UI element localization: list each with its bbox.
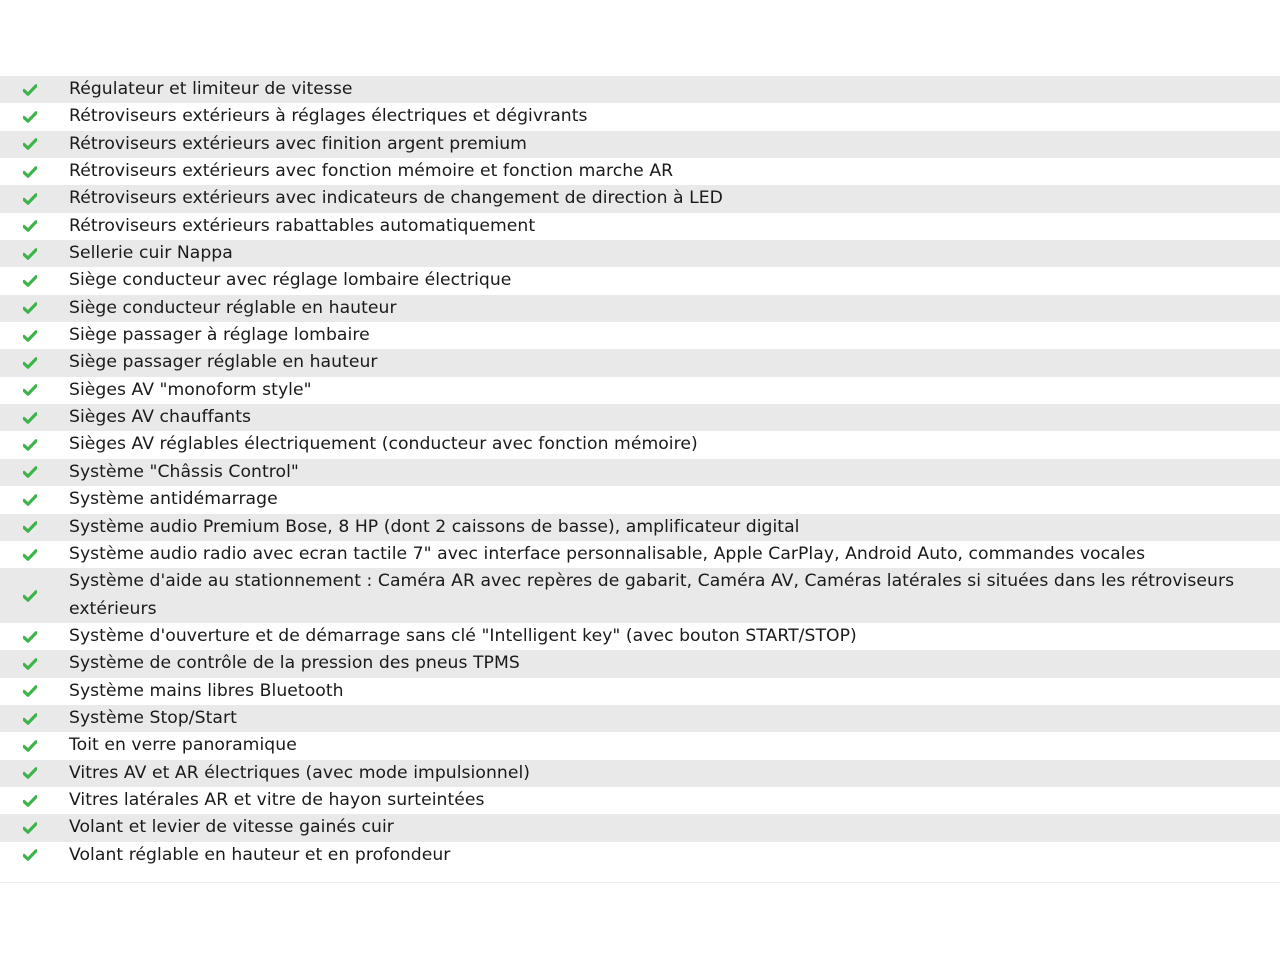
- equipment-label: Vitres latérales AR et vitre de hayon surteintées: [69, 789, 485, 810]
- checkmark-icon: [0, 84, 69, 96]
- equipment-item: [0, 322, 1280, 349]
- checkmark-icon: [0, 138, 69, 150]
- equipment-label: Système mains libres Bluetooth: [69, 680, 344, 701]
- checkmark-icon: [0, 330, 69, 342]
- equipment-item: [0, 760, 1280, 787]
- checkmark-icon: [0, 822, 69, 834]
- equipment-label: Rétroviseurs extérieurs avec fonction mémoire et fonction marche AR: [69, 161, 674, 182]
- equipment-item: [0, 131, 1280, 158]
- equipment-item: [0, 623, 1280, 650]
- equipment-item: [0, 568, 1280, 623]
- equipment-label: Régulateur et limiteur de vitesse: [69, 79, 353, 99]
- equipment-item: [0, 76, 1280, 103]
- equipment-item: [0, 787, 1280, 814]
- equipment-item: [0, 678, 1280, 705]
- equipment-label: Rétroviseurs extérieurs avec indicateurs de changement de direction à LED: [69, 188, 723, 209]
- equipment-item: [0, 240, 1280, 267]
- checkmark-icon: [0, 439, 69, 451]
- equipment-label: Système "Châssis Control": [69, 461, 299, 482]
- checkmark-icon: [0, 521, 69, 533]
- equipment-item: [0, 650, 1280, 677]
- equipment-item: [0, 404, 1280, 431]
- equipment-item: [0, 295, 1280, 322]
- equipment-label: Siège passager réglable en hauteur: [69, 352, 378, 373]
- equipment-label: Volant réglable en hauteur et en profondeur: [69, 844, 451, 865]
- checkmark-icon: [0, 590, 69, 602]
- equipment-label: Siège conducteur avec réglage lombaire électrique: [69, 270, 512, 291]
- checkmark-icon: [0, 220, 69, 232]
- equipment-label: Système d'ouverture et de démarrage sans clé "Intelligent key" (avec bouton START/STOP): [69, 625, 857, 646]
- equipment-item: [0, 732, 1280, 759]
- checkmark-icon: [0, 549, 69, 561]
- equipment-item: [0, 185, 1280, 212]
- equipment-label: Rétroviseurs extérieurs avec finition argent premium: [69, 133, 527, 154]
- equipment-label: Sièges AV réglables électriquement (conducteur avec fonction mémoire): [69, 434, 698, 455]
- equipment-label: Système audio Premium Bose, 8 HP (dont 2 caissons de basse), amplificateur digital: [69, 516, 800, 537]
- equipment-item: [0, 103, 1280, 130]
- checkmark-icon: [0, 248, 69, 260]
- checkmark-icon: [0, 412, 69, 424]
- checkmark-icon: [0, 275, 69, 287]
- checkmark-icon: [0, 849, 69, 861]
- checkmark-icon: [0, 795, 69, 807]
- equipment-item: [0, 842, 1280, 869]
- equipment-label: Rétroviseurs extérieurs rabattables automatiquement: [69, 215, 536, 236]
- checkmark-icon: [0, 384, 69, 396]
- equipment-item: [0, 431, 1280, 458]
- equipment-list: [0, 76, 1280, 883]
- checkmark-icon: [0, 193, 69, 205]
- equipment-label: Système d'aide au stationnement : Caméra AR avec repères de gabarit, Caméra AV, Caméras latérales si situées dans les rétroviseurs extérieurs: [69, 571, 1235, 619]
- equipment-item: [0, 459, 1280, 486]
- equipment-label: Vitres AV et AR électriques (avec mode impulsionnel): [69, 762, 531, 783]
- checkmark-icon: [0, 494, 69, 506]
- equipment-item: [0, 158, 1280, 185]
- equipment-item: [0, 349, 1280, 376]
- equipment-label: Système Stop/Start: [69, 707, 237, 728]
- checkmark-icon: [0, 466, 69, 478]
- equipment-item: [0, 705, 1280, 732]
- equipment-label: Sièges AV "monoform style": [69, 379, 312, 400]
- equipment-label: Système audio radio avec ecran tactile 7" avec interface personnalisable, Apple CarPlay, Android Auto, commandes vocales: [69, 543, 1146, 564]
- checkmark-icon: [0, 740, 69, 752]
- checkmark-icon: [0, 685, 69, 697]
- equipment-label: Siège passager à réglage lombaire: [69, 325, 370, 346]
- equipment-label: Volant et levier de vitesse gainés cuir: [69, 817, 394, 838]
- equipment-label: Toit en verre panoramique: [69, 735, 297, 756]
- equipment-label: Système antidémarrage: [69, 489, 278, 510]
- equipment-item: [0, 267, 1280, 294]
- checkmark-icon: [0, 166, 69, 178]
- equipment-label: Sellerie cuir Nappa: [69, 243, 233, 264]
- checkmark-icon: [0, 713, 69, 725]
- checkmark-icon: [0, 658, 69, 670]
- equipment-item: [0, 213, 1280, 240]
- equipment-item: [0, 486, 1280, 513]
- equipment-label: Sièges AV chauffants: [69, 407, 252, 428]
- equipment-label: Système de contrôle de la pression des pneus TPMS: [69, 653, 520, 674]
- equipment-item: [0, 541, 1280, 568]
- checkmark-icon: [0, 767, 69, 779]
- checkmark-icon: [0, 357, 69, 369]
- checkmark-icon: [0, 631, 69, 643]
- equipment-label: Siège conducteur réglable en hauteur: [69, 297, 397, 318]
- equipment-item: [0, 377, 1280, 404]
- checkmark-icon: [0, 111, 69, 123]
- checkmark-icon: [0, 302, 69, 314]
- equipment-label: Rétroviseurs extérieurs à réglages électriques et dégivrants: [69, 106, 588, 127]
- equipment-item: [0, 814, 1280, 841]
- equipment-item: [0, 514, 1280, 541]
